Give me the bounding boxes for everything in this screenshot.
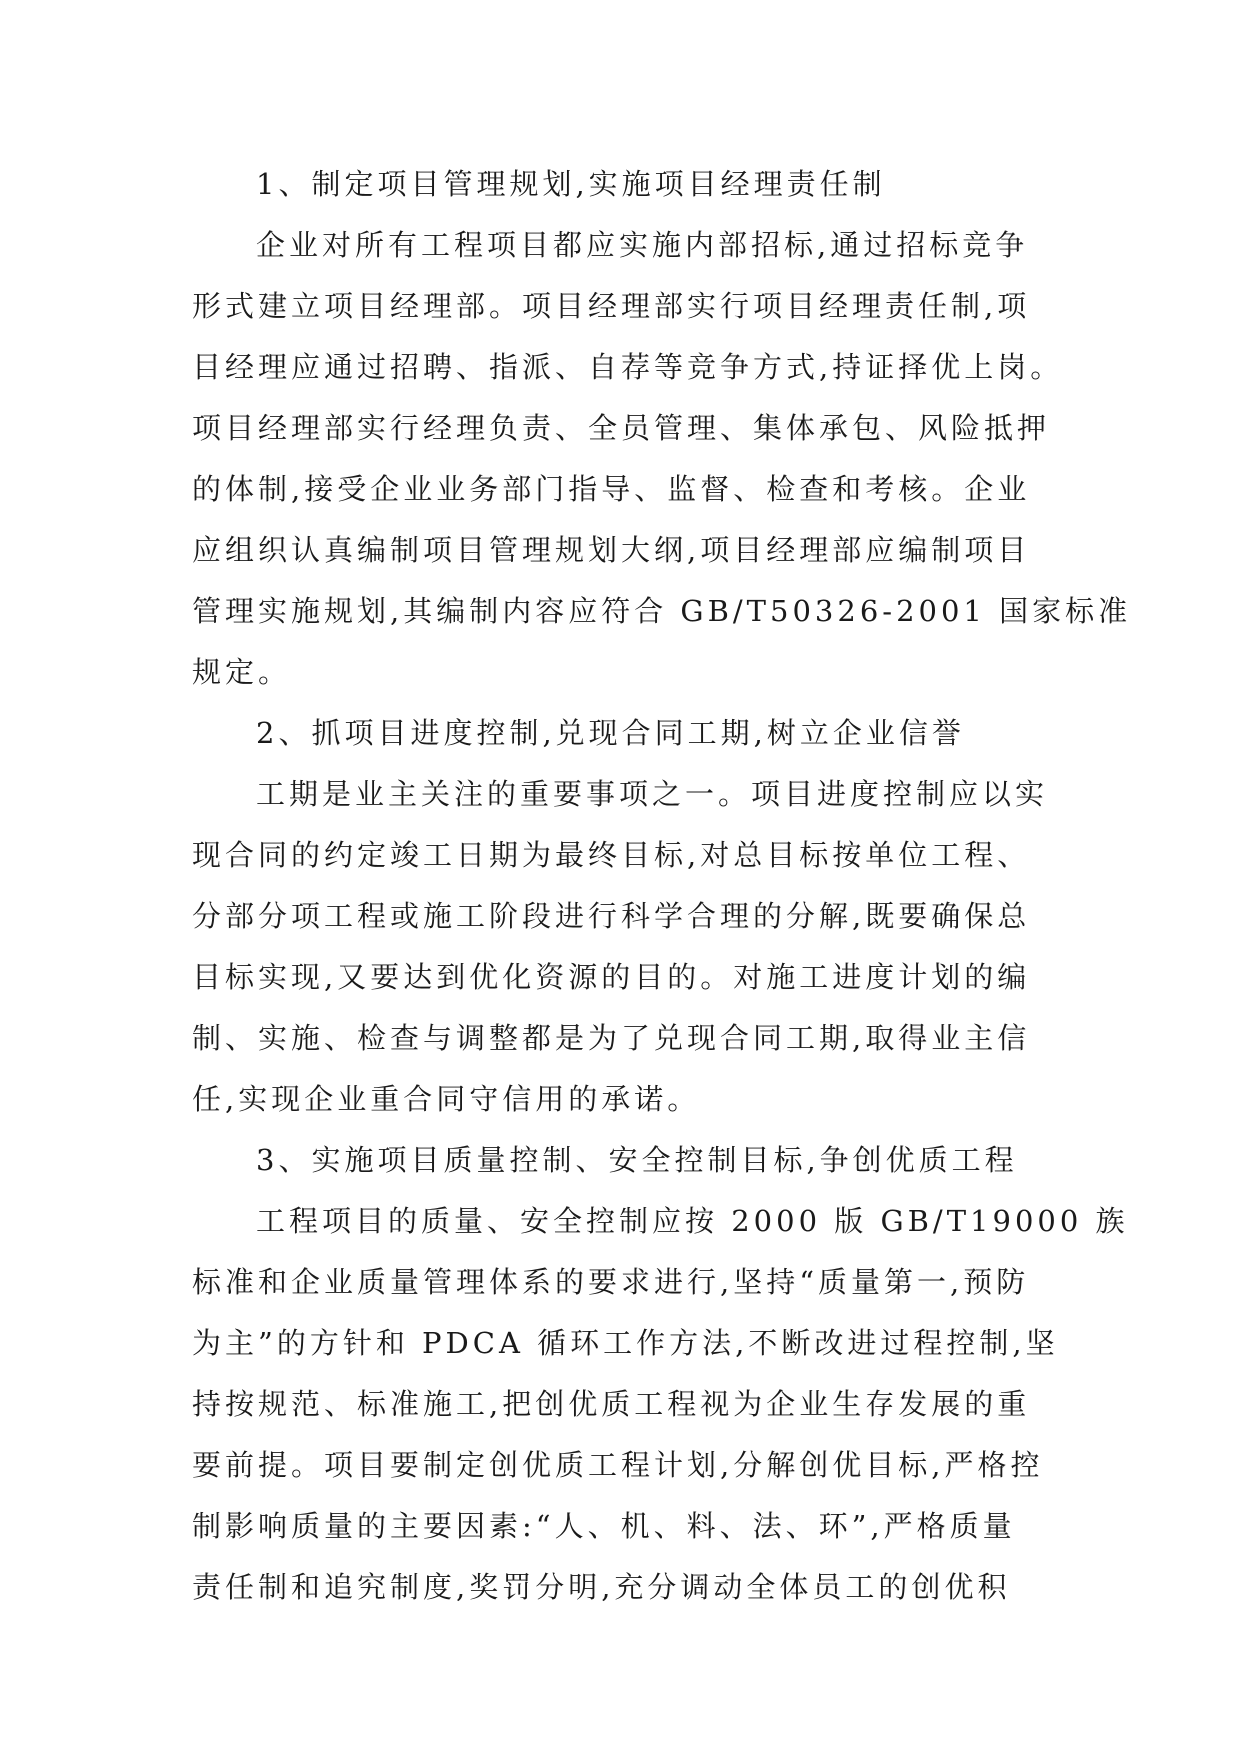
- paragraph-line: 制、实施、检查与调整都是为了兑现合同工期,取得业主信: [192, 1021, 1031, 1055]
- paragraph-line: 任,实现企业重合同守信用的承诺。: [192, 1082, 701, 1116]
- paragraph-line: 目标实现,又要达到优化资源的目的。对施工进度计划的编: [192, 960, 1031, 994]
- paragraph-line: 责任制和追究制度,奖罚分明,充分调动全体员工的创优积: [192, 1570, 1011, 1604]
- heading-1: 1、制定项目管理规划,实施项目经理责任制: [256, 167, 886, 201]
- heading-3: 3、实施项目质量控制、安全控制目标,争创优质工程: [256, 1143, 1018, 1177]
- paragraph-line: 现合同的约定竣工日期为最终目标,对总目标按单位工程、: [192, 838, 1031, 872]
- paragraph-line: 形式建立项目经理部。项目经理部实行项目经理责任制,项: [192, 289, 1031, 323]
- paragraph-line: 工期是业主关注的重要事项之一。项目进度控制应以实: [256, 777, 1049, 811]
- paragraph-line: 目经理应通过招聘、指派、自荐等竞争方式,持证择优上岗。: [192, 350, 1064, 384]
- paragraph-line: 为主”的方针和 PDCA 循环工作方法,不断改进过程控制,坚: [192, 1326, 1059, 1360]
- paragraph-line: 规定。: [192, 655, 292, 689]
- paragraph-line: 持按规范、标准施工,把创优质工程视为企业生存发展的重: [192, 1387, 1031, 1421]
- paragraph-line: 要前提。项目要制定创优质工程计划,分解创优目标,严格控: [192, 1448, 1044, 1482]
- paragraph-line: 工程项目的质量、安全控制应按 2000 版 GB/T19000 族: [256, 1204, 1129, 1238]
- paragraph-line: 企业对所有工程项目都应实施内部招标,通过招标竞争: [256, 228, 1029, 262]
- paragraph-line: 项目经理部实行经理负责、全员管理、集体承包、风险抵押: [192, 411, 1051, 445]
- paragraph-line: 应组织认真编制项目管理规划大纲,项目经理部应编制项目: [192, 533, 1031, 567]
- heading-2: 2、抓项目进度控制,兑现合同工期,树立企业信誉: [256, 716, 965, 750]
- paragraph-line: 标准和企业质量管理体系的要求进行,坚持“质量第一,预防: [192, 1265, 1030, 1299]
- paragraph-line: 管理实施规划,其编制内容应符合 GB/T50326-2001 国家标准: [192, 594, 1132, 628]
- paragraph-line: 的体制,接受企业业务部门指导、监督、检查和考核。企业: [192, 472, 1031, 506]
- paragraph-line: 分部分项工程或施工阶段进行科学合理的分解,既要确保总: [192, 899, 1031, 933]
- paragraph-line: 制影响质量的主要因素:“人、机、料、法、环”,严格质量: [192, 1509, 1016, 1543]
- document-body: [192, 154, 1132, 1618]
